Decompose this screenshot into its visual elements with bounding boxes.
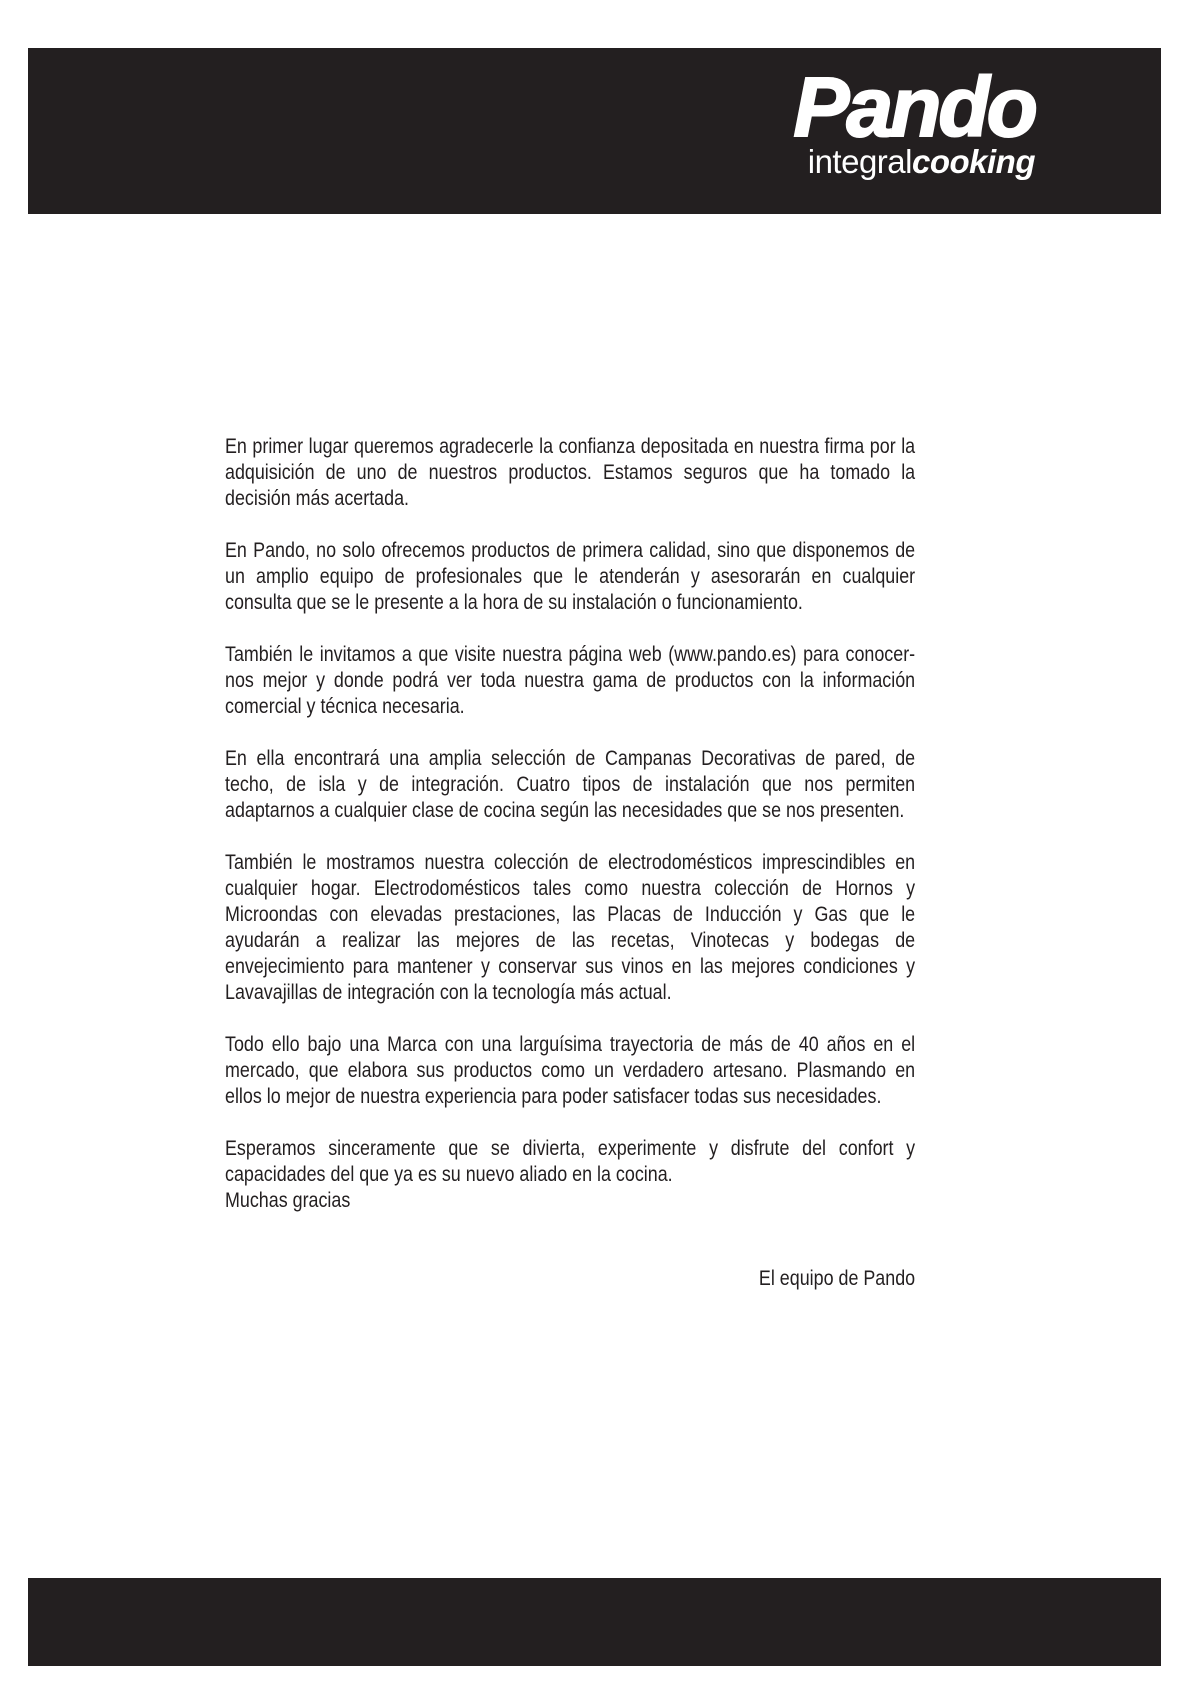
signature-line: El equipo de Pando	[758, 1267, 916, 1290]
logo-tagline	[793, 144, 1035, 180]
paragraph-team: En Pando, no solo ofrecemos productos de primera calidad, sino que disponemos de un amplio equipo de profesionales que le atenderán y asesorarán en cualquier consulta que se le presente a la hora de su instalación o funcionamiento.	[225, 539, 916, 614]
letter-body	[225, 434, 915, 1292]
pando-logo	[793, 60, 1035, 180]
paragraph-brand-history: Todo ello bajo una Marca con una larguísima trayectoria de más de 40 años en el mercado, que elabora sus productos como un verdadero artesano. Plasmando en ellos lo mejor de nuestra experiencia para poder satisfacer todas sus necesidades.	[225, 1033, 916, 1108]
logo-tagline-cooking: cooking	[911, 143, 1035, 180]
closing-line: Muchas gracias	[225, 1189, 351, 1212]
paragraph-hoods: En ella encontrará una amplia selección de Campanas Decorativas de pared, de techo, de isla y de integración. Cuatro tipos de instalación que nos permiten adaptarnos a cualquier clase de cocina según las necesidades que se nos presenten.	[225, 747, 916, 822]
footer-band	[28, 1578, 1161, 1666]
paragraph-website: También le invitamos a que visite nuestra página web (www.pando.es) para conocer- nos mejor y donde podrá ver toda nuestra gama de productos con la información comercial y técnica necesaria.	[225, 643, 916, 718]
paragraph-greeting: En primer lugar queremos agradecerle la confianza depositada en nuestra firma por la adquisición de uno de nuestros productos. Estamos seguros que ha tomado la decisión más acertada.	[225, 435, 916, 510]
paragraph-appliances: También le mostramos nuestra colección de electrodomésticos imprescindibles en cualquier hogar. Electrodomésticos tales como nuestra colección de Hornos y Microondas con elevadas prestaciones, las Placas de Inducción y Gas que le ayudarán a realizar las mejores de las recetas, Vinotecas y bodegas de envejecimiento para mantener y conservar sus vinos en las mejores condiciones y Lavavajillas de integración con la tecnología más actual.	[225, 851, 916, 1004]
logo-brand-text: Pando	[793, 60, 1035, 154]
paragraph-farewell: Esperamos sinceramente que se divierta, experimente y disfrute del confort y capacidades del que ya es su nuevo aliado en la cocina.	[225, 1137, 916, 1186]
logo-tagline-integral: integral	[807, 143, 912, 180]
header-band	[28, 48, 1161, 214]
